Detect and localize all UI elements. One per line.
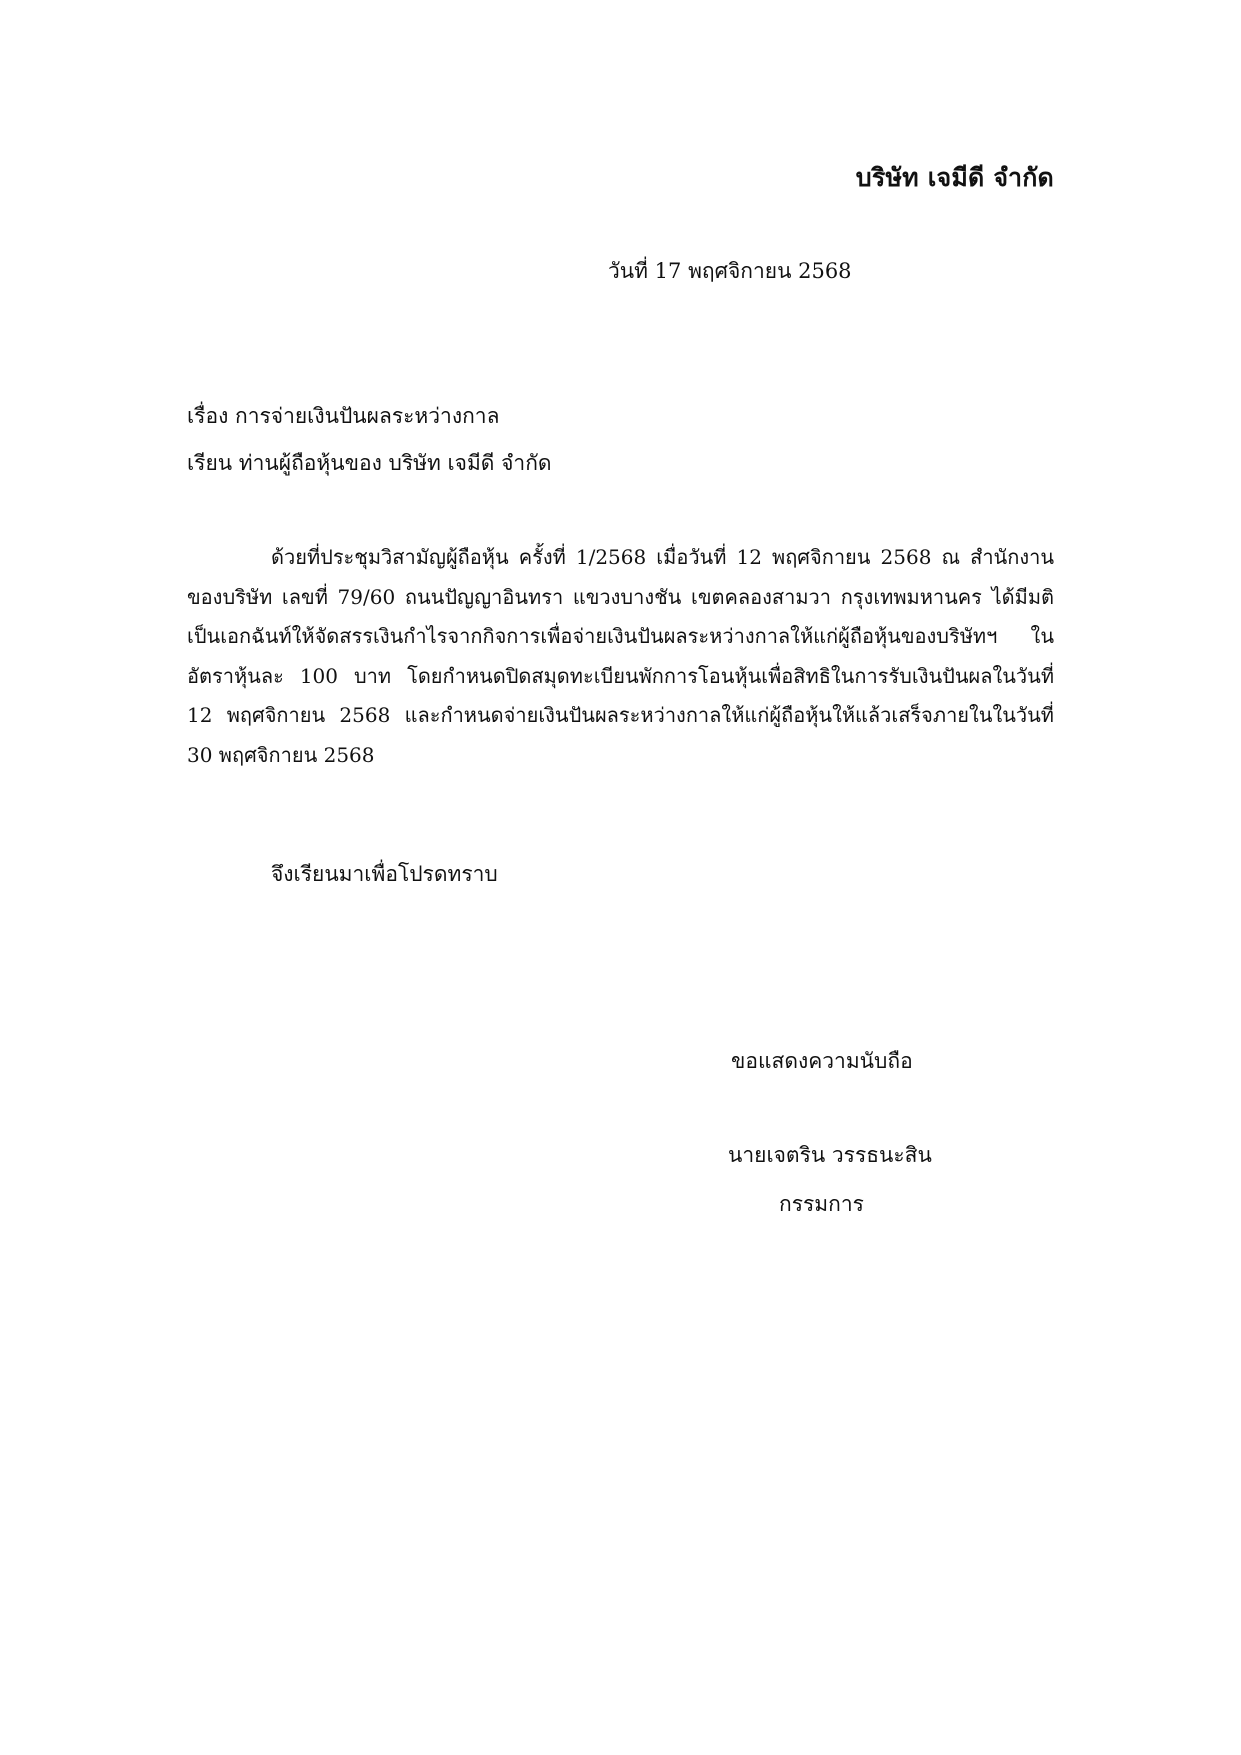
letter-subject: เรื่อง การจ่ายเงินปันผลระหว่างกาล — [187, 404, 500, 428]
signer-name: นายเจตริน วรรธนะสิน — [728, 1143, 932, 1167]
letter-salutation: เรียน ท่านผู้ถือหุ้นของ บริษัท เจมีดี จำกัด — [187, 451, 552, 475]
company-name-header: บริษัท เจมีดี จำกัด — [855, 163, 1054, 192]
letter-body-paragraph: ด้วยที่ประชุมวิสามัญผู้ถือหุ้น ครั้งที่ 1/2568 เมื่อวันที่ 12 พฤศจิกายน 2568 ณ สำนักงานของบริษัท เลขที่ 79/60 ถนนปัญญาอินทรา แขวงบางชัน เขตคลองสามวา กรุงเทพมหานคร ได้มีมติเป็นเอกฉันท์ให้จัดสรรเงินกำไรจากกิจการเพื่อจ่ายเงินปันผลระหว่างกาลให้แก่ผู้ถือหุ้นของบริษัทฯ ในอัตราหุ้นละ 100 บาท โดยกำหนดปิดสมุดทะเบียนพักการโอนหุ้นเพื่อสิทธิในการรับเงินปันผลในวันที่ 12 พฤศจิกายน 2568 และกำหนดจ่ายเงินปันผลระหว่างกาลให้แก่ผู้ถือหุ้นให้แล้วเสร็จภายในในวันที่ 30 พฤศจิกายน 2568 — [187, 545, 1054, 767]
signer-title: กรรมการ — [779, 1192, 864, 1216]
letter-regards: ขอแสดงความนับถือ — [731, 1049, 913, 1073]
letter-date: วันที่ 17 พฤศจิกายน 2568 — [608, 259, 852, 283]
letter-closing: จึงเรียนมาเพื่อโปรดทราบ — [271, 862, 498, 886]
